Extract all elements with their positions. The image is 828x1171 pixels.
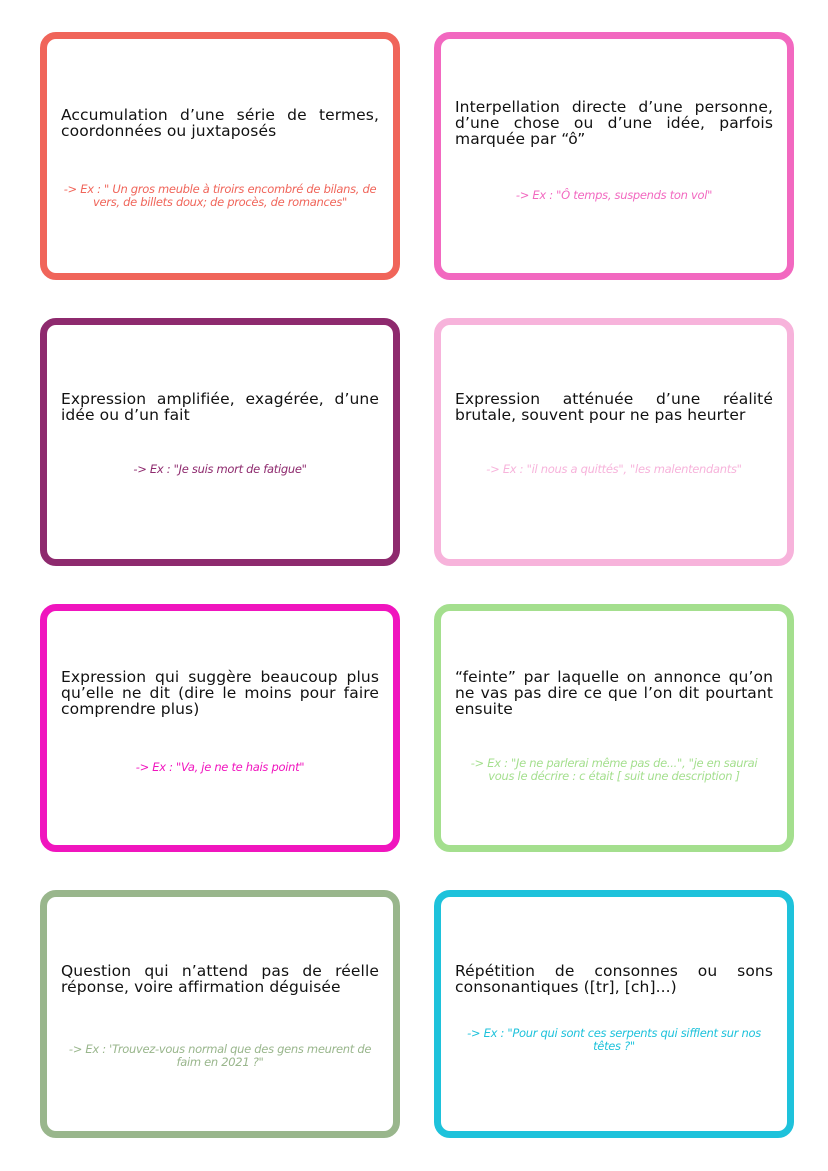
card-preterition [434, 604, 794, 852]
card-example: -> Ex : " Un gros meuble à tiroirs encombré de bilans, de vers, de billets doux; de procès, de romances" [63, 182, 377, 209]
card-allitteration [434, 890, 794, 1138]
card-hyperbole [40, 318, 400, 566]
card-example: -> Ex : "Je ne parlerai même pas de...", "je en saurai vous le décrire : c était [ suit une description ] [470, 756, 758, 783]
card-question-rhetorique [40, 890, 400, 1138]
card-definition: Question qui n’attend pas de réelle réponse, voire affirmation déguisée [61, 962, 379, 996]
card-definition: Accumulation d’une série de termes, coordonnées ou juxtaposés [61, 106, 379, 140]
card-definition: Expression qui suggère beaucoup plus qu’elle ne dit (dire le moins pour faire comprendre plus) [61, 668, 379, 718]
card-example: -> Ex : "Va, je ne te hais point" [135, 760, 305, 774]
card-accumulation [40, 32, 400, 280]
card-example: -> Ex : "Je suis mort de fatigue" [133, 462, 307, 476]
card-definition: Répétition de consonnes ou sons consonantiques ([tr], [ch]...) [455, 962, 773, 996]
card-example: -> Ex : 'Trouvez-vous normal que des gens meurent de faim en 2021 ?" [68, 1042, 372, 1069]
card-example: -> Ex : "Pour qui sont ces serpents qui sifflent sur nos têtes ?" [467, 1026, 761, 1053]
card-litote [40, 604, 400, 852]
card-example: -> Ex : "il nous a quittés", "les malentendants" [486, 462, 742, 476]
card-apostrophe [434, 32, 794, 280]
card-definition: Expression atténuée d’une réalité brutale, souvent pour ne pas heurter [455, 390, 773, 424]
card-definition: Expression amplifiée, exagérée, d’une idée ou d’un fait [61, 390, 379, 424]
card-definition: “feinte” par laquelle on annonce qu’on ne vas pas dire ce que l’on dit pourtant ensuite [455, 668, 773, 718]
card-euphemisme [434, 318, 794, 566]
card-example: -> Ex : "Ô temps, suspends ton vol" [515, 188, 713, 202]
card-definition: Interpellation directe d’une personne, d’une chose ou d’une idée, parfois marquée par “ô” [455, 98, 773, 148]
